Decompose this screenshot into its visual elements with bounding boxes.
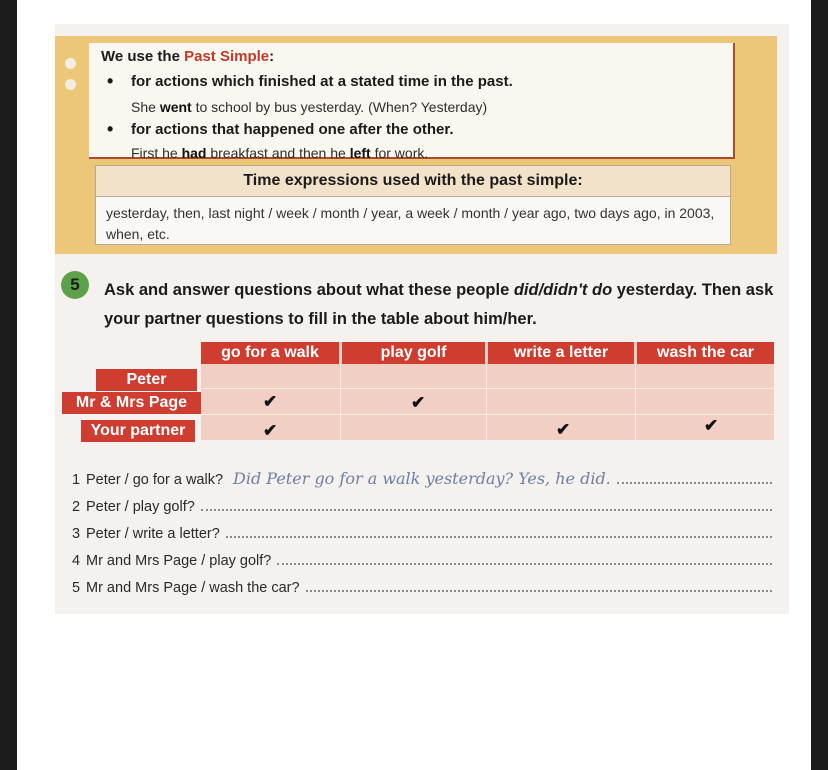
- page: [17, 0, 811, 770]
- exercise-instruction: Ask and answer questions about what these people did/didn't do yesterday. Then ask your partner questions to fill in the table about him/her.: [104, 281, 774, 328]
- binder-holes: [65, 58, 76, 100]
- check-mark-icon: ✔: [704, 416, 719, 435]
- question-list: [72, 461, 772, 596]
- row-label-peter: Peter: [96, 369, 197, 391]
- col-header-wash-the-car: wash the car: [637, 342, 774, 364]
- col-header-go-for-a-walk: go for a walk: [201, 342, 339, 364]
- answer-line[interactable]: [306, 589, 772, 592]
- textbook-scan: [55, 24, 789, 614]
- exercise-number-badge: 5: [61, 271, 89, 299]
- check-mark-icon: ✔: [411, 393, 426, 412]
- answer-line[interactable]: [277, 562, 772, 565]
- grammar-heading: We use the Past Simple:: [101, 48, 275, 65]
- time-expressions-list: yesterday, then, last night / week / month / year, a week / month / year ago, two days ago, in 2003, when, etc.: [106, 205, 715, 242]
- question-item: 4 Mr and Mrs Page / play golf?: [72, 542, 772, 569]
- example-1: She went to school by bus yesterday. (When? Yesterday): [131, 99, 488, 115]
- grammar-rules: [89, 43, 735, 159]
- handwritten-answer: Did Peter go for a walk yesterday? Yes, he did.: [233, 469, 611, 488]
- row-label-your-partner: Your partner: [81, 420, 195, 442]
- answer-line[interactable]: [201, 508, 772, 511]
- check-mark-icon: ✔: [263, 392, 278, 411]
- check-mark-icon: ✔: [263, 421, 278, 440]
- question-item: 5 Mr and Mrs Page / wash the car?: [72, 569, 772, 596]
- question-item: 2 Peter / play golf?: [72, 488, 772, 515]
- past-simple-term: Past Simple: [184, 48, 270, 65]
- question-item: 3 Peter / write a letter?: [72, 515, 772, 542]
- activity-table: [201, 342, 774, 440]
- col-header-write-a-letter: write a letter: [488, 342, 634, 364]
- row-label-mr-mrs-page: Mr & Mrs Page: [62, 392, 201, 414]
- time-expressions-title: Time expressions used with the past simple:: [96, 166, 730, 197]
- answer-line[interactable]: [617, 481, 772, 484]
- time-expressions-box: [95, 165, 731, 245]
- rule-2: • for actions that happened one after the other.: [107, 121, 454, 138]
- answer-line[interactable]: [226, 535, 772, 538]
- grammar-box: [55, 36, 777, 254]
- rule-1: • for actions which finished at a stated time in the past.: [107, 73, 513, 90]
- check-mark-icon: ✔: [556, 420, 571, 439]
- question-item: 1 Peter / go for a walk? Did Peter go for a walk yesterday? Yes, he did.: [72, 461, 772, 488]
- col-header-play-golf: play golf: [342, 342, 485, 364]
- example-2: First he had breakfast and then he left for work.: [131, 145, 429, 161]
